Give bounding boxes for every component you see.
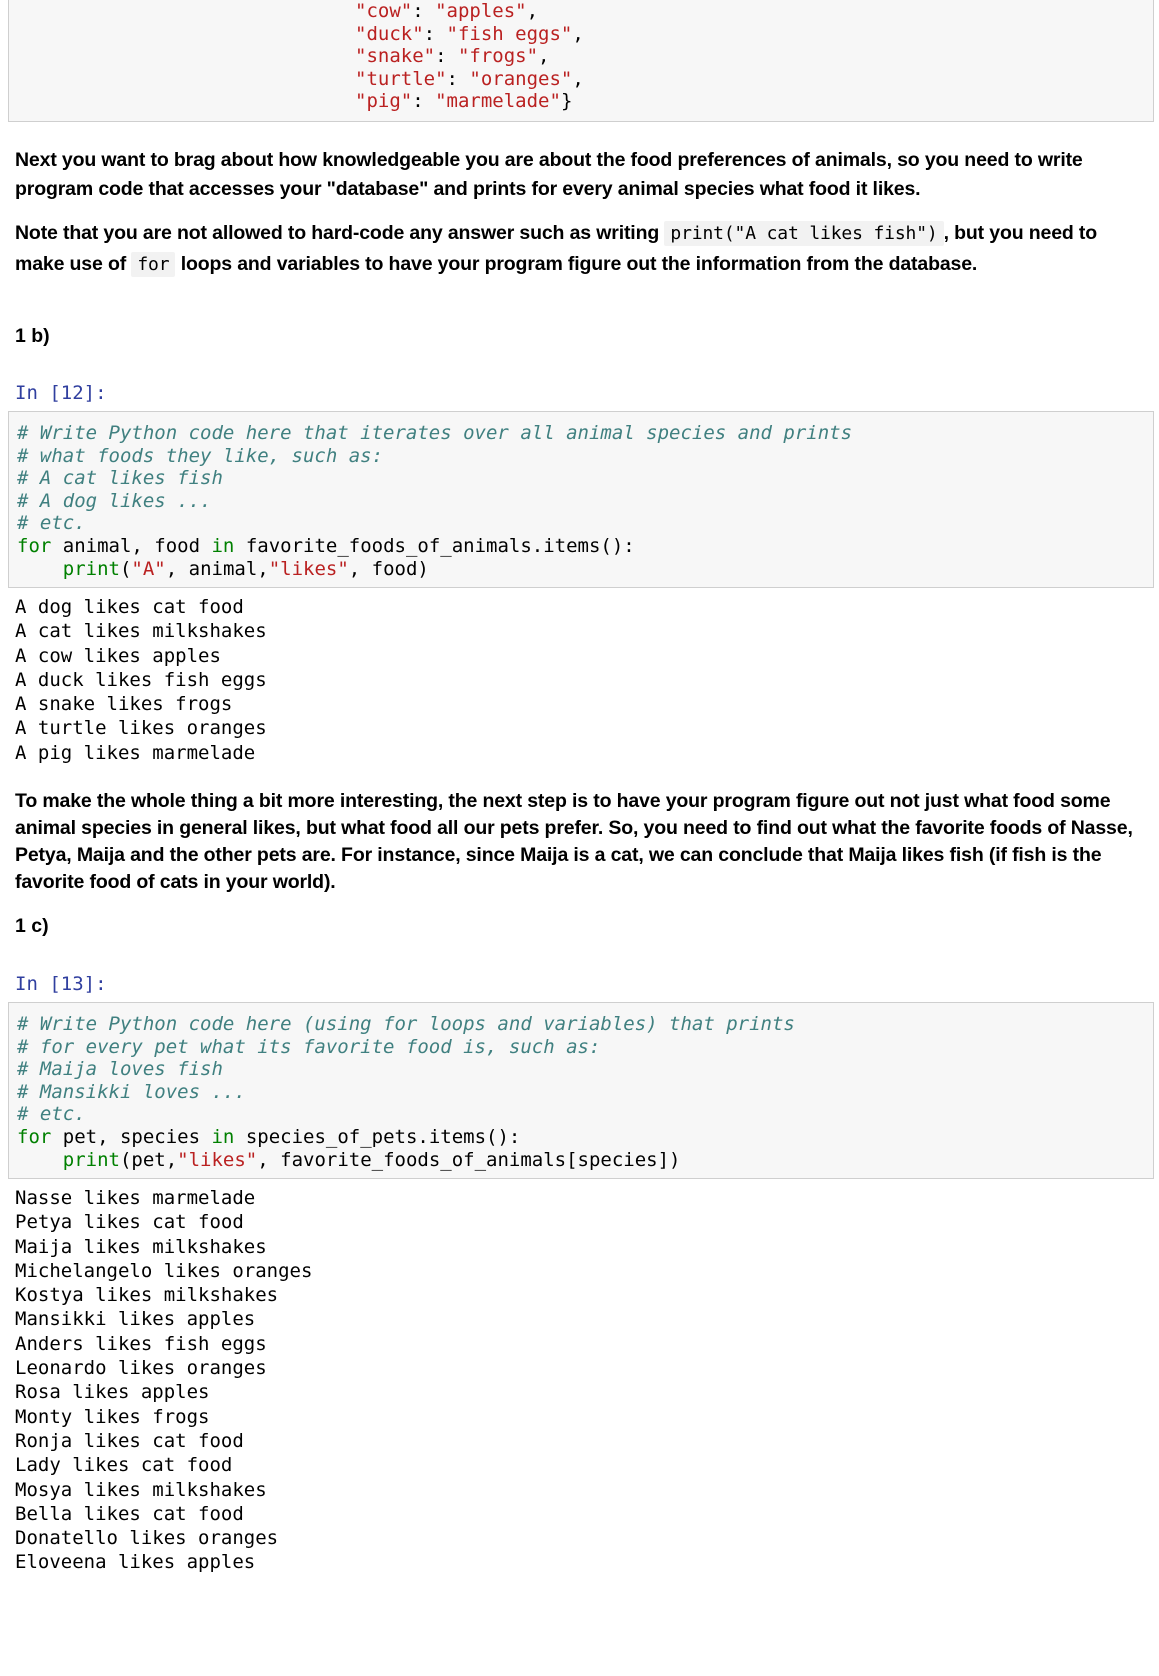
code-token: # Maija loves fish — [17, 1058, 223, 1081]
code-token: in — [211, 1126, 235, 1148]
code-token: , — [572, 22, 584, 45]
output-line: A snake likes frogs — [15, 693, 233, 716]
code-line — [17, 511, 86, 535]
code-line — [17, 1125, 520, 1149]
code-line — [17, 534, 635, 558]
code-line — [355, 89, 572, 113]
code-token: "apples" — [435, 0, 527, 22]
code-token: # Write Python code here (using for loops and variables) that prints — [17, 1013, 795, 1035]
output-line: A pig likes marmelade — [15, 741, 256, 764]
code-line — [355, 67, 584, 91]
code-token: print — [62, 1148, 120, 1171]
heading-1c: 1 c) — [15, 915, 49, 937]
code-token: "A" — [131, 557, 166, 580]
code-line — [17, 1035, 600, 1059]
inline-code-for: for — [131, 252, 175, 277]
output-line: A duck likes fish eggs — [15, 668, 267, 691]
output-line: Petya likes cat food — [15, 1211, 244, 1234]
code-line — [17, 466, 223, 490]
output-line: A cow likes apples — [15, 644, 221, 667]
output-line: A turtle likes oranges — [15, 717, 267, 740]
code-token: "marmelade" — [435, 90, 561, 113]
code-token: : — [412, 90, 436, 113]
heading-1b: 1 b) — [15, 325, 50, 347]
code-token: "likes" — [177, 1148, 258, 1171]
output-line: A cat likes milkshakes — [15, 620, 267, 643]
code-token — [17, 1149, 63, 1171]
code-token: "likes" — [268, 557, 349, 580]
code-token: , — [572, 67, 584, 90]
output-line: Bella likes cat food — [15, 1502, 244, 1525]
code-token: in — [211, 535, 235, 557]
output-cell-12 — [15, 595, 267, 765]
para2-text-2: , but you need to make use of — [15, 222, 1098, 275]
output-cell-13 — [15, 1186, 312, 1575]
output-line: Monty likes frogs — [15, 1405, 210, 1428]
output-line: Lady likes cat food — [15, 1454, 233, 1477]
output-line: Maija likes milkshakes — [15, 1235, 267, 1258]
code-token: , — [538, 45, 550, 68]
code-token: "fish eggs" — [446, 22, 573, 45]
output-line: Ronja likes cat food — [15, 1429, 244, 1452]
output-line: Mansikki likes apples — [15, 1308, 256, 1331]
code-token: for — [17, 535, 52, 557]
para2-text-3: loops and variables to have your program figure out the information from the database. — [180, 253, 978, 275]
output-line: Leonardo likes oranges — [15, 1357, 267, 1380]
code-line — [17, 421, 852, 445]
code-line — [17, 444, 383, 468]
code-token: # Write Python code here that iterates over all animal species and prints — [17, 422, 853, 444]
code-line — [355, 44, 550, 68]
code-token: # Mansikki loves ... — [17, 1080, 246, 1103]
code-token: favorite_foods_of_animals.items(): — [234, 535, 635, 557]
code-token: print — [62, 557, 120, 580]
output-lines-12 — [15, 595, 267, 765]
code-token — [17, 558, 63, 580]
code-token: # what foods they like, such as: — [17, 444, 384, 467]
code-token: : — [435, 45, 458, 68]
code-cell-12[interactable] — [8, 411, 1154, 588]
code-line — [355, 0, 538, 23]
input-prompt-13: In [13]: — [15, 973, 107, 995]
code-line — [355, 22, 584, 46]
code-line — [17, 1102, 86, 1126]
code-token: "frogs" — [457, 45, 539, 68]
code-token: , food) — [348, 557, 429, 580]
code-token: for — [17, 1126, 52, 1148]
code-token: "cow" — [355, 0, 413, 22]
code-token: # etc. — [17, 512, 86, 535]
code-line — [17, 557, 429, 581]
code-token: # etc. — [17, 1103, 86, 1126]
output-line: Mosya likes milkshakes — [15, 1478, 267, 1501]
instruction-paragraph-1: Next you want to brag about how knowledgeable you are about the food preferences of animals, so you need to write program code that accesses your "database" and prints for every animal species what food it likes. — [15, 149, 1083, 200]
code-token: species_of_pets.items(): — [234, 1126, 521, 1148]
code-token: animal, food — [51, 535, 212, 557]
code-token: "duck" — [355, 22, 424, 45]
output-line: Donatello likes oranges — [15, 1527, 279, 1550]
inline-code-print-example: print("A cat likes fish") — [664, 221, 943, 246]
code-token: # A dog likes ... — [17, 489, 212, 512]
output-line: Nasse likes marmelade — [15, 1187, 256, 1209]
code-line — [17, 1012, 795, 1036]
code-token: : — [446, 67, 470, 90]
output-lines-13 — [15, 1186, 312, 1575]
output-line: Anders likes fish eggs — [15, 1332, 267, 1355]
code-line — [17, 1148, 681, 1172]
code-token: (pet, — [119, 1148, 178, 1171]
code-token: } — [560, 90, 573, 113]
code-token: # A cat likes fish — [17, 467, 223, 490]
code-token: pet, species — [51, 1126, 212, 1148]
code-token: : — [423, 22, 447, 45]
code-token: : — [412, 0, 436, 22]
code-line — [17, 1080, 246, 1104]
instruction-paragraph-2 — [15, 218, 1145, 280]
code-token: , animal, — [165, 557, 269, 580]
code-token: "turtle" — [355, 67, 447, 90]
code-token: # for every pet what its favorite food is, such as: — [17, 1035, 601, 1058]
code-token: "oranges" — [469, 67, 573, 90]
code-line — [17, 489, 211, 513]
output-line: Kostya likes milkshakes — [15, 1284, 279, 1307]
code-cell-13[interactable] — [8, 1002, 1154, 1179]
output-line: A dog likes cat food — [15, 596, 244, 618]
instruction-paragraph-3: To make the whole thing a bit more interesting, the next step is to have your program figure out not just what food some animal species in general likes, but what food all our pets prefer. So, you need to find out what the favorite foods of Nasse, Petya, Maija and the other pets are. For instance, since Maija is a cat, we can conclude that Maija likes fish (if fish is the favorite food of cats in your world). — [15, 790, 1133, 893]
output-line: Rosa likes apples — [15, 1381, 210, 1404]
output-line: Eloveena likes apples — [15, 1551, 256, 1574]
code-line — [17, 1057, 223, 1081]
code-token: "pig" — [355, 90, 413, 113]
code-token: , — [526, 0, 539, 22]
code-token: "snake" — [355, 45, 436, 68]
para2-text-1: Note that you are not allowed to hard-code any answer such as writing — [15, 222, 660, 244]
code-cell-dict-continuation[interactable] — [8, 0, 1154, 122]
code-token: , favorite_foods_of_animals[species]) — [257, 1148, 681, 1171]
code-token: ( — [119, 557, 132, 580]
output-line: Michelangelo likes oranges — [15, 1259, 313, 1282]
input-prompt-12: In [12]: — [15, 382, 107, 404]
